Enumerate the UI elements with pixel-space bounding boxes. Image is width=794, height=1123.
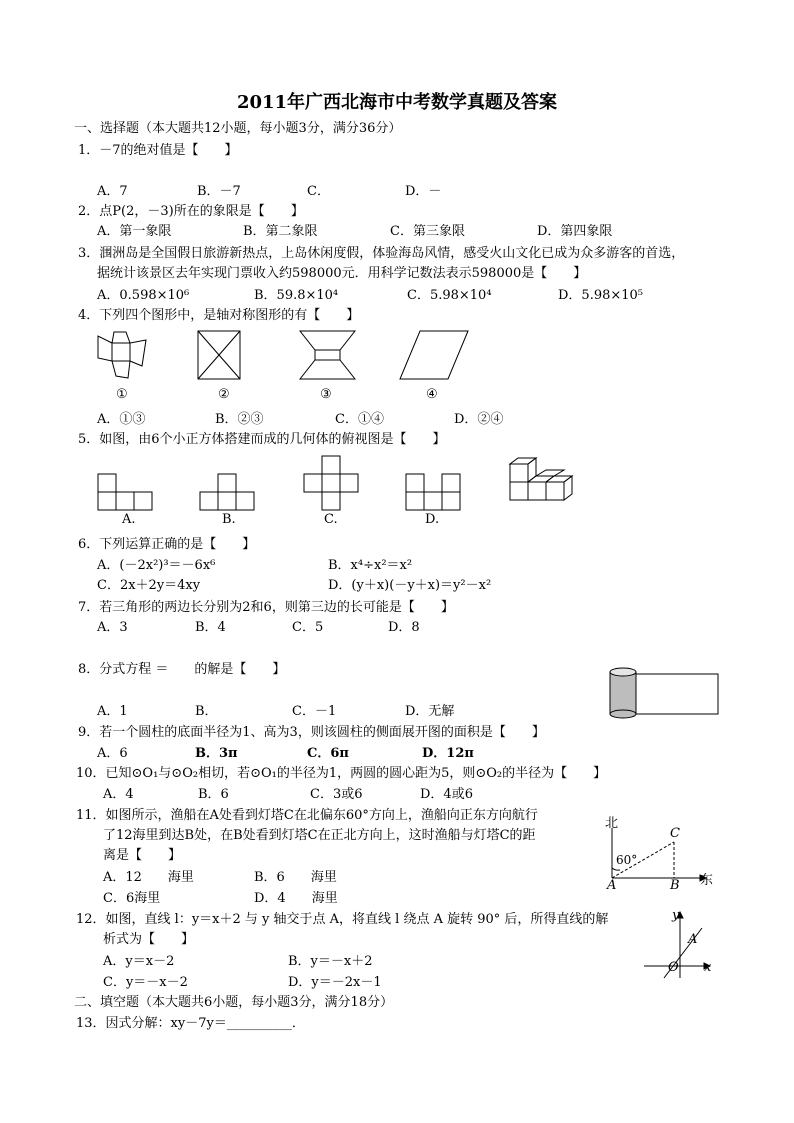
q5-figure-label-d: D. — [425, 512, 440, 527]
q4-figure-label-1: ① — [116, 387, 128, 402]
q8-option-b: B． — [195, 704, 218, 719]
q4-figure-label-3: ③ — [320, 387, 332, 402]
question-10-stem: 10．已知⊙O₁与⊙O₂相切，若⊙O₁的半径为1，两圆的圆心距为5，则⊙O₂的半径为【 】 — [76, 766, 607, 781]
page-title: 2011年广西北海市中考数学真题及答案 — [236, 92, 558, 113]
q3-option-a: A．0.598×10⁶ — [97, 288, 190, 303]
q10-option-a: A．4 — [103, 787, 134, 802]
section-heading: 一、选择题（本大题共12小题，每小题3分，满分36分） — [74, 121, 402, 136]
question-5-stem: 5．如图，由6个小正方体搭建而成的几何体的俯视图是【 】 — [78, 432, 446, 447]
q2-option-b: B．第二象限 — [243, 224, 318, 239]
q7-option-b: B．4 — [195, 620, 226, 635]
point-b-label: B — [670, 878, 680, 893]
q6-option-b: B．x⁴÷x²＝x² — [328, 558, 413, 573]
question-6-stem: 6．下列运算正确的是【 】 — [78, 537, 256, 552]
q7-option-d: D．8 — [388, 620, 420, 635]
q5-figures — [90, 452, 580, 514]
q3-option-c: C．5.98×10⁴ — [407, 288, 492, 303]
q4-option-c: C．①④ — [335, 412, 384, 427]
point-a-label: A — [607, 878, 617, 893]
q11-option-c: C．6海里 — [103, 891, 161, 906]
q5-figure-label-c: C. — [324, 512, 338, 527]
question-11-stem-line3: 离是【 】 — [103, 848, 182, 863]
question-3-stem-line2: 据统计该景区去年实现门票收入约598000元．用科学记数法表示598000是【 】 — [97, 266, 587, 281]
question-3-stem-line1: 3．涠洲岛是全国假日旅游新热点，上岛休闲度假，体验海岛风情，感受火山文化已成为众多游客的首选， — [78, 246, 685, 261]
question-12-stem-line2: 析式为【 】 — [103, 932, 195, 947]
q11-option-a: A．12 海里 — [103, 870, 194, 885]
q1-option-c: C． — [307, 184, 330, 199]
question-8-stem: 8．分式方程 ＝ 的解是【 】 — [78, 662, 286, 677]
point-a-label: A — [688, 932, 698, 947]
q3-option-d: D．5.98×10⁵ — [558, 288, 644, 303]
q9-option-a: A．6 — [97, 746, 128, 761]
axis-y-label: y — [672, 908, 680, 923]
q12-option-a: A．y＝x－2 — [103, 954, 175, 969]
q3-option-b: B．59.8×10⁴ — [254, 288, 339, 303]
q6-option-c: C．2x＋2y＝4xy — [97, 578, 201, 593]
origin-label: O — [668, 960, 679, 975]
axis-x-label: x — [704, 960, 712, 975]
q7-option-a: A．3 — [97, 620, 128, 635]
q12-option-c: C．y＝－x－2 — [103, 975, 188, 990]
q9-option-c: C．6π — [307, 746, 349, 761]
q8-option-c: C．－1 — [292, 704, 337, 719]
q12-option-b: B．y＝－x＋2 — [288, 954, 373, 969]
q1-option-a: A．7 — [97, 184, 128, 199]
q4-option-b: B．②③ — [215, 412, 264, 427]
q10-option-b: B．6 — [198, 787, 229, 802]
q5-figure-label-b: B. — [222, 512, 236, 527]
angle-label: 60° — [616, 853, 638, 867]
q8-option-a: A．1 — [97, 704, 128, 719]
q6-option-a: A．(－2x²)³＝－6x⁶ — [97, 558, 216, 573]
q1-option-d: D．－ — [405, 184, 442, 199]
q1-option-b: B．－7 — [197, 184, 241, 199]
question-13-stem: 13．因式分解：xy－7y＝__________． — [76, 1016, 305, 1031]
q9-option-b: B．3π — [195, 746, 238, 761]
question-9-stem: 9．若一个圆柱的底面半径为1、高为3，则该圆柱的侧面展开图的面积是【 】 — [78, 725, 545, 740]
section-heading-2: 二、填空题（本大题共6小题，每小题3分，满分18分） — [74, 995, 394, 1010]
q6-option-d: D．(y＋x)(－y＋x)＝y²－x² — [328, 578, 492, 593]
q4-option-d: D．②④ — [454, 412, 504, 427]
point-c-label: C — [670, 826, 680, 841]
question-12-stem-line1: 12．如图，直线 l：y＝x＋2 与 y 轴交于点 A，将直线 l 绕点 A 旋转 90° 后，所得直线的解 — [76, 912, 609, 927]
q4-option-a: A．①③ — [97, 412, 146, 427]
north-label: 北 — [605, 816, 619, 831]
q4-figure-label-4: ④ — [426, 387, 438, 402]
question-4-stem: 4．下列四个图形中，是轴对称图形的有【 】 — [78, 308, 360, 323]
question-11-stem-line1: 11．如图所示，渔船在A处看到灯塔C在北偏东60°方向上，渔船向正东方向航行 — [76, 808, 538, 823]
question-1-stem: 1．－7的绝对值是【 】 — [78, 143, 238, 158]
q10-option-c: C．3或6 — [310, 787, 363, 802]
q2-option-a: A．第一象限 — [97, 224, 172, 239]
east-label: 东 — [700, 873, 714, 888]
q4-figure-label-2: ② — [218, 387, 230, 402]
q2-option-c: C．第三象限 — [390, 224, 465, 239]
question-11-stem-line2: 了12海里到达B处，在B处看到灯塔C在正北方向上，这时渔船与灯塔C的距 — [103, 828, 536, 843]
q11-option-b: B．6 海里 — [254, 870, 337, 885]
q10-option-d: D．4或6 — [420, 787, 473, 802]
q4-figures — [90, 328, 490, 386]
q12-option-d: D．y＝－2x－1 — [288, 975, 382, 990]
q2-option-d: D．第四象限 — [537, 224, 613, 239]
q9-option-d: D．12π — [422, 746, 474, 761]
q11-option-d: D．4 海里 — [254, 891, 338, 906]
cylinder-unfolded-figure — [606, 664, 722, 720]
question-7-stem: 7．若三角形的两边长分别为2和6，则第三边的长可能是【 】 — [78, 600, 454, 615]
q5-figure-label-a: A. — [122, 512, 136, 527]
q7-option-c: C．5 — [292, 620, 324, 635]
question-2-stem: 2．点P(2，－3)所在的象限是【 】 — [78, 204, 304, 219]
q8-option-d: D．无解 — [405, 704, 455, 719]
